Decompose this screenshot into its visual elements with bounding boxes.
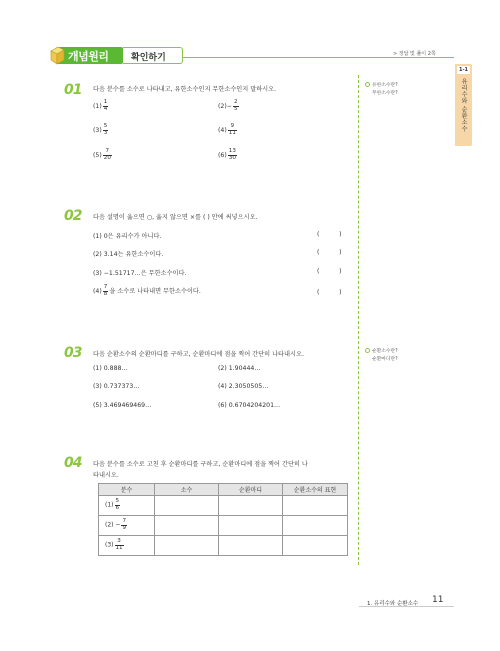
problem-item <box>93 124 109 136</box>
item-label: (5) <box>93 152 102 160</box>
column-header: 순환소수의 표현 <box>283 484 348 496</box>
cube-icon <box>50 45 65 65</box>
problem-stem: 다음 설명이 옳으면 ○, 옳지 않으면 ×를 ( ) 안에 써넣으시오. <box>93 214 258 221</box>
note-bullet-icon <box>365 82 370 87</box>
problem-item <box>218 124 238 136</box>
problem-item: (2) 3.14는 유한소수이다. <box>93 251 164 258</box>
repetend-cell[interactable] <box>219 496 283 516</box>
side-note-3 <box>365 348 398 364</box>
problem-item <box>93 100 109 112</box>
problem-item: (1) 0.888… <box>93 365 128 372</box>
decimal-cell[interactable] <box>155 516 219 536</box>
note-bullet-icon <box>365 348 370 353</box>
answer-paren[interactable]: ( ) <box>317 268 342 275</box>
fraction: $\frac{7}{20}$ <box>103 148 111 161</box>
header-title: 개념원리 <box>68 50 109 63</box>
repetend-cell[interactable] <box>219 536 283 556</box>
problem-item: (3) 0.737373… <box>93 383 140 390</box>
table-header-row <box>99 484 348 496</box>
fraction: $\frac{1}{4}$ <box>103 99 108 112</box>
header-subtitle: 확인하기 <box>131 53 166 63</box>
notation-cell[interactable] <box>283 536 348 556</box>
repetend-cell[interactable] <box>219 516 283 536</box>
note-line: 무한소수란? <box>372 91 398 96</box>
fraction: $\frac{3}{11}$ <box>115 538 123 551</box>
notation-cell[interactable] <box>283 516 348 536</box>
fraction: $\frac{5}{3}$ <box>103 123 108 136</box>
item-text: 을 소수로 나타내면 무한소수이다. <box>109 288 201 296</box>
chapter-tab-label: 유리수와 순환소수 <box>460 78 467 133</box>
answer-paren[interactable]: ( ) <box>317 289 342 296</box>
problem-number: 03 <box>64 345 82 361</box>
problem-item: (4) 2.3050505… <box>218 383 269 390</box>
item-label: (6) <box>218 152 227 160</box>
fraction-cell: (1) $\frac{5}{6}$ <box>99 496 155 516</box>
fraction: $\frac{9}{11}$ <box>228 123 236 136</box>
problem-item <box>218 149 238 161</box>
answer-paren[interactable]: ( ) <box>317 231 342 238</box>
note-line: 순환마디란? <box>372 357 398 362</box>
side-note-1 <box>365 82 398 98</box>
fraction: $\frac{5}{6}$ <box>115 498 120 511</box>
answer-paren[interactable]: ( ) <box>317 249 342 256</box>
column-header: 순환마디 <box>219 484 283 496</box>
section-number: 1-1 <box>458 67 469 73</box>
note-line: 유한소수란? <box>372 83 398 88</box>
decimal-cell[interactable] <box>155 496 219 516</box>
problem-item <box>93 285 201 297</box>
sign: − <box>226 103 232 111</box>
item-label: (1) <box>93 103 102 111</box>
note-line: 순환소수란? <box>372 349 398 354</box>
answer-table <box>98 483 348 556</box>
item-label: (3) <box>93 127 102 135</box>
fraction-cell: (3) $\frac{3}{11}$ <box>99 536 155 556</box>
decimal-cell[interactable] <box>155 536 219 556</box>
table-row <box>99 496 348 516</box>
problem-item <box>218 100 240 112</box>
item-label: (4) <box>218 127 227 135</box>
problem-item: (2) 1.90444… <box>218 365 261 372</box>
fraction: $\frac{7}{8}$ <box>103 284 108 297</box>
fraction-cell: (2) − $\frac{7}{9}$ <box>99 516 155 536</box>
problem-item: (6) 0.6704204201… <box>218 402 281 409</box>
item-label: (4) <box>93 288 102 296</box>
problem-item <box>93 149 113 161</box>
problem-number: 02 <box>64 208 82 224</box>
page-number: 11 <box>432 595 444 605</box>
table-row <box>99 536 348 556</box>
fraction: $\frac{2}{5}$ <box>233 99 238 112</box>
fraction: $\frac{13}{30}$ <box>228 148 236 161</box>
column-divider <box>358 75 359 565</box>
problem-stem: 다음 순환소수의 순환마디를 구하고, 순환마디에 점을 찍어 간단히 나타내시오. <box>93 351 304 358</box>
problem-number: 04 <box>64 455 82 471</box>
table-row <box>99 516 348 536</box>
problem-stem-line2: 타내시오. <box>93 472 119 479</box>
problem-item: (3) −1.51717…은 무한소수이다. <box>93 270 187 277</box>
column-header: 소수 <box>155 484 219 496</box>
footer-chapter: 1. 유리수와 순환소수 <box>367 601 419 607</box>
column-header: 분수 <box>99 484 155 496</box>
item-label: (2) <box>218 103 227 111</box>
fraction: $\frac{7}{9}$ <box>122 518 127 531</box>
answer-reference-link[interactable]: > 정답 및 풀이 2쪽 <box>393 51 436 57</box>
problem-stem: 다음 분수를 소수로 나타내고, 유한소수인지 무한소수인지 말하시오. <box>93 86 277 93</box>
problem-stem-line1: 다음 분수를 소수로 고친 후 순환마디를 구하고, 순환마디에 점을 찍어 간단히 나 <box>93 461 308 468</box>
notation-cell[interactable] <box>283 496 348 516</box>
problem-item: (1) 0은 유리수가 아니다. <box>93 233 162 240</box>
problem-item: (5) 3.469469469… <box>93 402 152 409</box>
problem-number: 01 <box>64 82 82 98</box>
